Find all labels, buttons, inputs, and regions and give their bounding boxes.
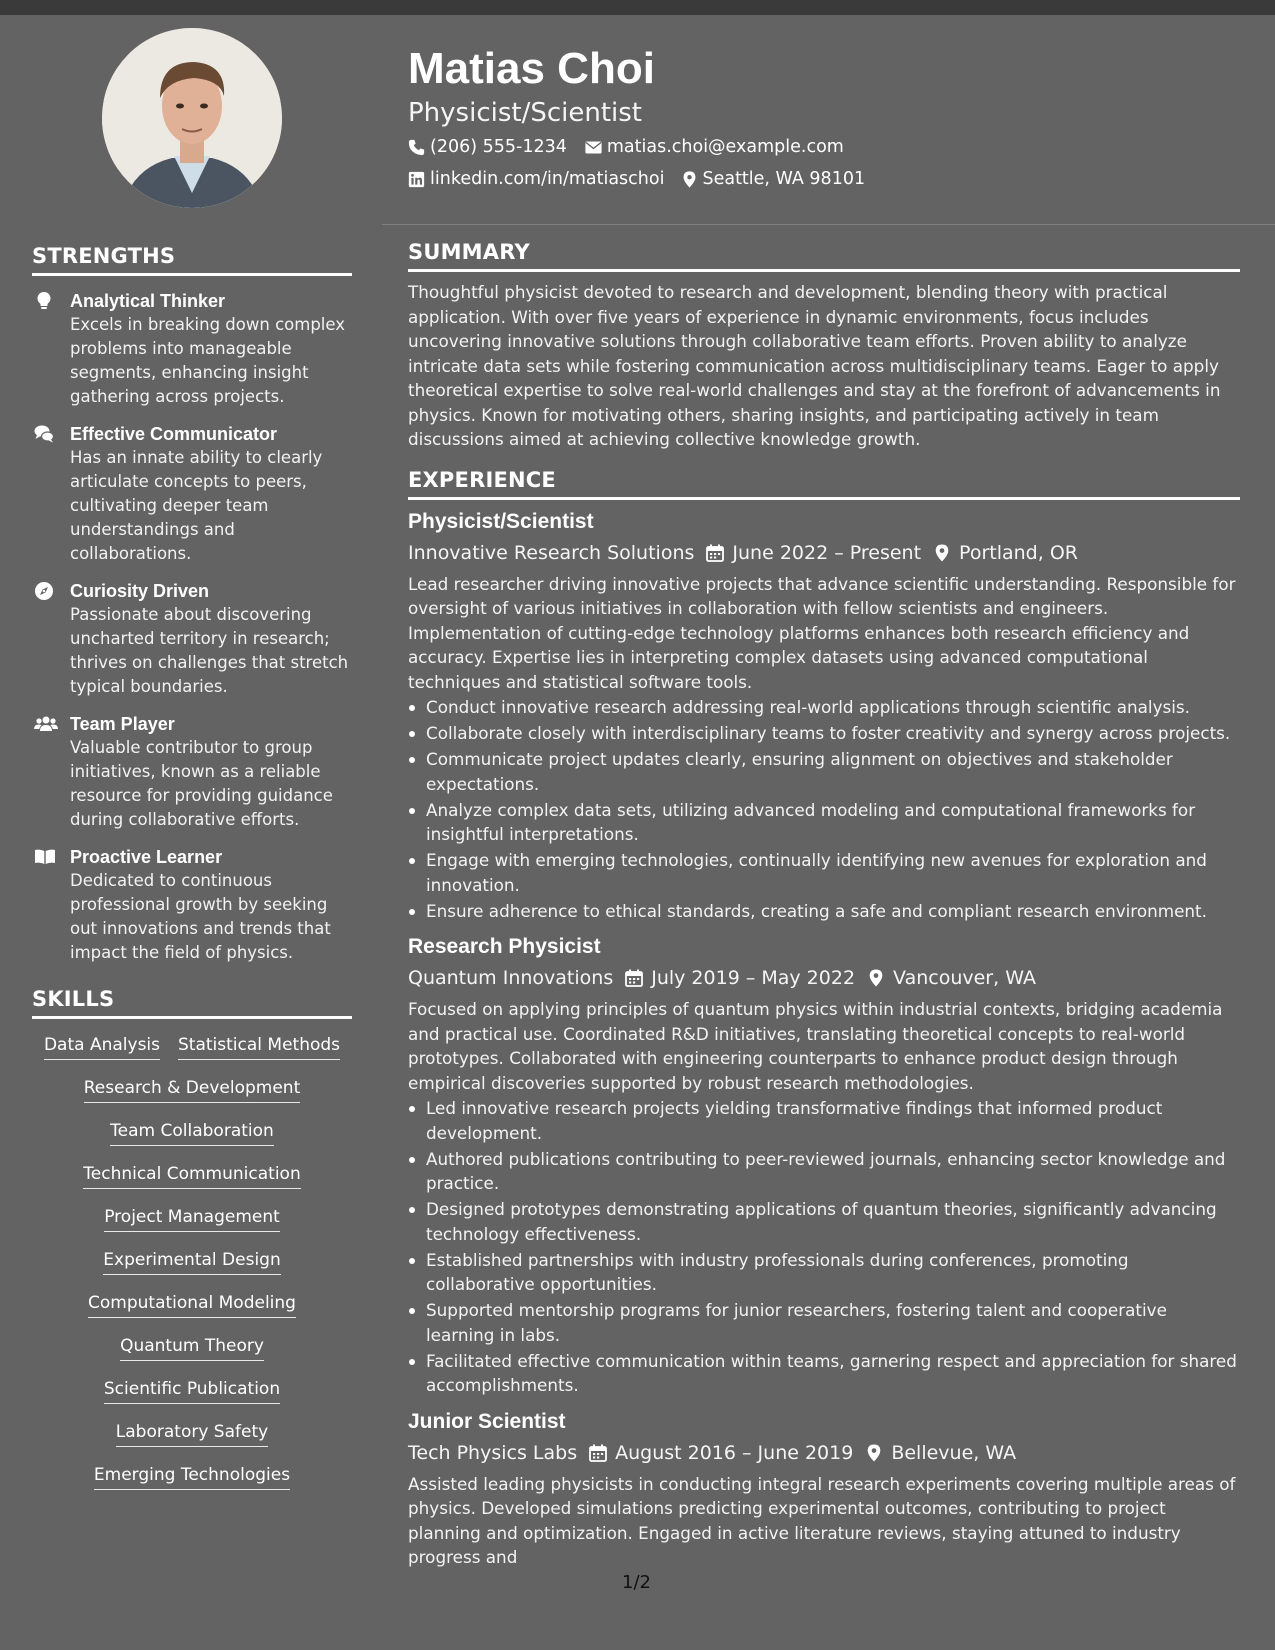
job-entry xyxy=(408,933,1240,1398)
strength-item xyxy=(32,289,352,409)
calendar-icon xyxy=(625,969,643,987)
location-text: Seattle, WA 98101 xyxy=(702,169,866,189)
skill-tag: Team Collaboration xyxy=(110,1119,274,1146)
bullet-item: Designed prototypes demonstrating applications of quantum theories, significantly advancing technology effectiveness. xyxy=(408,1197,1240,1246)
bullet-item: Supported mentorship programs for junior researchers, fostering talent and cooperative learning in labs. xyxy=(408,1298,1240,1347)
bullet-item: Collaborate closely with interdisciplinary teams to foster creativity and synergy across projects. xyxy=(408,721,1240,746)
resume-header xyxy=(408,40,1238,194)
phone-number: (206) 555-1234 xyxy=(430,137,567,157)
skill-tag: Project Management xyxy=(104,1205,280,1232)
summary-section xyxy=(408,240,1240,452)
job-entry xyxy=(408,508,1240,924)
compass-icon xyxy=(32,579,70,699)
job-title: Research Physicist xyxy=(408,935,601,958)
map-pin-icon xyxy=(933,544,951,562)
summary-heading: SUMMARY xyxy=(408,240,1240,272)
strength-name: Analytical Thinker xyxy=(70,291,226,311)
phone-icon xyxy=(408,139,425,156)
job-meta xyxy=(408,1438,1240,1468)
job-location: Vancouver, WA xyxy=(893,967,1036,989)
skills-list xyxy=(32,1033,352,1506)
skill-tag: Quantum Theory xyxy=(120,1334,264,1361)
main-content xyxy=(408,240,1240,1570)
job-meta xyxy=(408,963,1240,993)
skill-tag: Research & Development xyxy=(84,1076,300,1103)
job-title: Physicist/Scientist xyxy=(408,509,594,533)
bullet-item: Ensure adherence to ethical standards, creating a safe and compliant research environment. xyxy=(408,899,1240,924)
company-name: Innovative Research Solutions xyxy=(408,541,695,564)
strength-item xyxy=(32,712,352,832)
strengths-section xyxy=(32,244,352,965)
bullet-item: Established partnerships with industry professionals during conferences, promoting collaborative opportunities. xyxy=(408,1248,1240,1297)
skill-tag: Data Analysis xyxy=(44,1033,160,1060)
strength-name: Team Player xyxy=(70,714,175,734)
skill-tag: Experimental Design xyxy=(103,1248,280,1275)
envelope-icon xyxy=(585,140,602,155)
company-name: Tech Physics Labs xyxy=(408,1441,578,1464)
job-entry xyxy=(408,1408,1240,1570)
skills-heading: SKILLS xyxy=(32,987,352,1019)
bullet-item: Analyze complex data sets, utilizing advanced modeling and computational frameworks for insightful interpretations. xyxy=(408,798,1240,847)
job-meta xyxy=(408,538,1240,568)
candidate-name: Matias Choi xyxy=(408,44,655,93)
candidate-title: Physicist/Scientist xyxy=(408,98,642,128)
contact-row-2 xyxy=(408,164,1238,194)
experience-heading: EXPERIENCE xyxy=(408,468,1240,500)
strength-name: Effective Communicator xyxy=(70,424,278,444)
strength-description: Has an innate ability to clearly articulate concepts to peers, cultivating deeper team understandings and collaborations. xyxy=(70,448,323,563)
map-pin-icon xyxy=(867,969,885,987)
page-indicator: 1/2 xyxy=(622,1572,651,1593)
strengths-heading: STRENGTHS xyxy=(32,244,352,276)
lightbulb-icon xyxy=(32,289,70,409)
profile-photo xyxy=(102,28,282,208)
bullet-item: Facilitated effective communication within teams, garnering respect and appreciation for shared accomplishments. xyxy=(408,1349,1240,1398)
strength-name: Curiosity Driven xyxy=(70,581,210,601)
linkedin-url: linkedin.com/in/matiaschoi xyxy=(430,169,665,189)
chat-bubbles-icon xyxy=(32,422,70,566)
map-pin-icon xyxy=(682,171,697,188)
strength-description: Dedicated to continuous professional growth by seeking out innovations and trends that impact the field of physics. xyxy=(70,871,331,962)
job-dates: July 2019 – May 2022 xyxy=(651,967,856,989)
top-bar xyxy=(0,0,1275,15)
calendar-icon xyxy=(706,544,724,562)
linkedin-contact xyxy=(408,164,664,194)
bullet-item: Conduct innovative research addressing real-world applications through scientific analysis. xyxy=(408,695,1240,720)
job-dates: June 2022 – Present xyxy=(732,541,922,564)
skill-tag: Statistical Methods xyxy=(178,1033,340,1060)
strength-item xyxy=(32,845,352,965)
job-location: Portland, OR xyxy=(959,541,1078,564)
strength-description: Excels in breaking down complex problems into manageable segments, enhancing insight gathering across projects. xyxy=(70,315,345,406)
strength-item xyxy=(32,579,352,699)
job-bullets xyxy=(408,1096,1240,1398)
bullet-item: Authored publications contributing to peer-reviewed journals, enhancing sector knowledge and practice. xyxy=(408,1147,1240,1196)
strength-description: Passionate about discovering uncharted territory in research; thrives on challenges that stretch typical boundaries. xyxy=(70,605,349,696)
company-name: Quantum Innovations xyxy=(408,967,614,989)
job-dates: August 2016 – June 2019 xyxy=(615,1441,854,1464)
phone-contact xyxy=(408,132,567,162)
email-address: matias.choi@example.com xyxy=(606,137,844,157)
bullet-item: Led innovative research projects yielding transformative findings that informed product development. xyxy=(408,1096,1240,1145)
bullet-item: Engage with emerging technologies, continually identifying new avenues for exploration and innovation. xyxy=(408,848,1240,897)
job-description: Focused on applying principles of quantum physics within industrial contexts, bridging academia and practical use. Coordinated R&D initiatives, translating theoretical concepts to real-world prototypes. Collaborated with engineering counterparts to enhance product design through empirical discoveries supported by robust research methodologies. xyxy=(408,999,1223,1093)
map-pin-icon xyxy=(865,1444,883,1462)
skill-tag: Computational Modeling xyxy=(88,1291,296,1318)
skill-tag: Laboratory Safety xyxy=(116,1420,268,1447)
contact-row xyxy=(408,132,1238,162)
strength-item xyxy=(32,422,352,566)
portrait-image xyxy=(102,28,282,208)
calendar-icon xyxy=(589,1444,607,1462)
job-title: Junior Scientist xyxy=(408,1409,566,1433)
header-divider xyxy=(382,224,1275,225)
skill-tag: Technical Communication xyxy=(83,1162,300,1189)
users-icon xyxy=(32,712,70,832)
email-contact xyxy=(585,132,844,162)
strength-description: Valuable contributor to group initiatives, known as a reliable resource for providing guidance during collaborative efforts. xyxy=(70,738,333,829)
strength-name: Proactive Learner xyxy=(70,847,223,867)
skill-tag: Emerging Technologies xyxy=(94,1463,290,1490)
linkedin-icon xyxy=(408,171,425,188)
job-description: Lead researcher driving innovative projects that advance scientific understanding. Responsible for oversight of various initiatives in collaboration with fellow scientists and engineers. Implementation of cutting-edge technology platforms enhances both research efficiency and accuracy. Expertise lies in interpreting complex datasets using advanced computational techniques and statistical software tools. xyxy=(408,573,1236,692)
bullet-item: Communicate project updates clearly, ensuring alignment on objectives and stakeholder expectations. xyxy=(408,747,1240,796)
open-book-icon xyxy=(32,845,70,965)
skill-tag: Scientific Publication xyxy=(104,1377,280,1404)
sidebar xyxy=(32,28,352,1506)
job-location: Bellevue, WA xyxy=(891,1441,1017,1464)
job-bullets xyxy=(408,695,1240,923)
summary-text: Thoughtful physicist devoted to research and development, blending theory with practical application. With over five years of experience in dynamic environments, focus includes uncovering innovative solutions through collaborative team efforts. Proven ability to analyze intricate data sets while fostering communication across multidisciplinary teams. Eager to apply theoretical expertise to solve real-world challenges and stay at the forefront of advancements in physics. Known for motivating others, sharing insights, and participating actively in team discussions aimed at achieving collective knowledge growth. xyxy=(408,282,1221,449)
skills-section xyxy=(32,987,352,1506)
location-contact xyxy=(682,164,865,194)
job-description: Assisted leading physicists in conducting integral research experiments covering multiple areas of physics. Developed simulations predicting experimental outcomes, contributing to project planning and optimization. Engaged in active literature reviews, staying attuned to industry progress and xyxy=(408,1473,1236,1567)
experience-section xyxy=(408,468,1240,1570)
